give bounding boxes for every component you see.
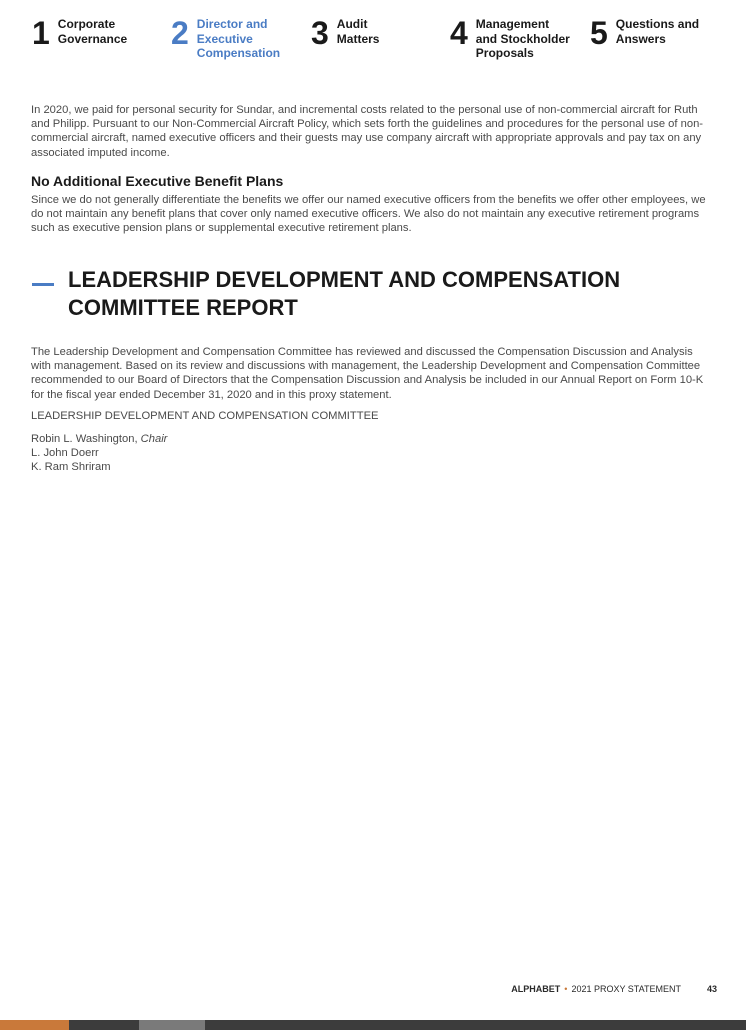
nav-label: Questions and Answers	[615, 17, 700, 46]
member-name: Robin L. Washington	[31, 433, 135, 445]
footer-doc-title: 2021 PROXY STATEMENT	[571, 984, 681, 994]
nav-label: Management and Stockholder Proposals	[475, 17, 570, 60]
chapter-navigation	[0, 14, 746, 74]
footer-separator: •	[564, 984, 568, 994]
nav-number: 2	[171, 15, 189, 51]
nav-number: 1	[32, 15, 50, 51]
page-number: 43	[706, 984, 717, 994]
committee-member	[31, 446, 167, 460]
member-name: L. John Doerr	[31, 447, 99, 460]
nav-label: Corporate Governance	[57, 17, 128, 46]
benefit-plans-heading: No Additional Executive Benefit Plans	[31, 173, 284, 189]
bar-segment	[69, 1020, 139, 1030]
nav-item-management-proposals[interactable]	[450, 14, 570, 61]
nav-item-director-compensation[interactable]	[171, 14, 280, 61]
committee-members	[31, 432, 167, 475]
section-title: LEADERSHIP DEVELOPMENT AND COMPENSATION COMMITTEE REPORT	[68, 267, 621, 320]
bottom-color-bar	[0, 1020, 746, 1030]
benefit-plans-paragraph: Since we do not generally differentiate the benefits we offer our named executive officers from the benefits we offer other employees, we do not maintain any benefit plans that cover only named executive officers. We also do not maintain any executive retirement programs such as executive pension plans or supplemental executive retirement plans.	[31, 194, 706, 235]
nav-number: 5	[590, 15, 608, 51]
nav-label: Director and Executive Compensation	[196, 17, 281, 60]
committee-member: Robin L. Washington, Chair	[31, 433, 168, 445]
nav-number: 4	[450, 15, 468, 51]
committee-member	[31, 460, 167, 474]
nav-item-questions-answers[interactable]	[590, 14, 699, 49]
member-name: K. Ram Shriram	[31, 461, 111, 474]
security-paragraph: In 2020, we paid for personal security for Sundar, and incremental costs related to the personal use of non-commercial aircraft for Ruth and Philipp. Pursuant to our Non-Commercial Aircraft Policy, which sets forth the guidelines and procedures for the personal use of non-commercial aircraft, named executive officers and their guests may use company aircraft with appropriate approvals and pay tax on any associated imputed income.	[31, 104, 704, 159]
footer-brand: ALPHABET	[511, 984, 561, 994]
page-footer	[511, 984, 717, 994]
section-dash-marker	[32, 283, 54, 286]
committee-label: LEADERSHIP DEVELOPMENT AND COMPENSATION COMMITTEE	[31, 410, 379, 422]
member-role: Chair	[140, 433, 168, 445]
nav-label: Audit Matters	[336, 17, 380, 46]
nav-item-audit-matters[interactable]	[311, 14, 379, 49]
report-paragraph: The Leadership Development and Compensation Committee has reviewed and discussed the Compensation Discussion and Analysis with management. Based on its review and discussions with management, the Leadership Development and Compensation Committee recommended to our Board of Directors that the Compensation Discussion and Analysis be included in our Annual Report on Form 10-K for the fiscal year ended December 31, 2020 and in this proxy statement.	[31, 346, 704, 401]
bar-segment	[139, 1020, 205, 1030]
nav-number: 3	[311, 15, 329, 51]
bar-segment	[205, 1020, 746, 1030]
nav-item-corporate-governance[interactable]	[32, 14, 127, 49]
bar-segment	[0, 1020, 69, 1030]
